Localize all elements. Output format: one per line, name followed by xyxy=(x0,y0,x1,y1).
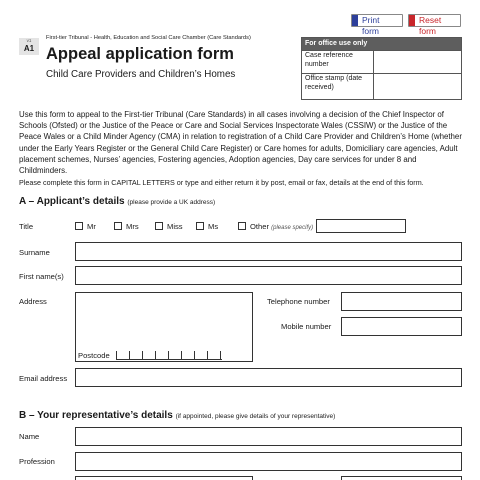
form-version: v1 xyxy=(26,38,32,43)
form-code: A1 xyxy=(23,44,35,53)
title-miss-label: Miss xyxy=(167,222,183,231)
section-b-heading xyxy=(19,410,335,421)
office-row-stamp xyxy=(302,73,461,99)
first-names-label: First name(s) xyxy=(19,272,64,281)
instructions: Please complete this form in CAPITAL LETTERS or type and either return it by post, email or fax, details at the end of this form. xyxy=(19,178,424,187)
title-mrs-checkbox[interactable] xyxy=(114,222,122,230)
rep-address-input[interactable] xyxy=(75,476,253,480)
email-input[interactable] xyxy=(75,368,462,387)
reset-flag-icon xyxy=(409,15,415,26)
postcode-cell-divider xyxy=(220,351,221,359)
reset-form-button[interactable] xyxy=(408,14,461,36)
postcode-cell-divider xyxy=(155,351,156,359)
page-title: Appeal application form xyxy=(46,45,234,63)
section-a-title: A – Applicant’s details xyxy=(19,196,125,207)
office-stamp-label: Office stamp (date received) xyxy=(302,74,374,99)
title-miss-checkbox[interactable] xyxy=(155,222,163,230)
title-other-input[interactable] xyxy=(316,219,406,233)
section-b-note: (if appointed, please give details of your representative) xyxy=(175,413,336,420)
postcode-cell-divider xyxy=(168,351,169,359)
page-subtitle: Child Care Providers and Children’s Homes xyxy=(46,69,236,80)
title-mr-checkbox[interactable] xyxy=(75,222,83,230)
telephone-label: Telephone number xyxy=(267,297,330,306)
surname-label: Surname xyxy=(19,248,50,257)
rep-telephone-input[interactable] xyxy=(341,476,462,480)
case-reference-label: Case reference number xyxy=(302,51,374,73)
section-a-heading xyxy=(19,196,215,207)
postcode-cell-divider xyxy=(181,351,182,359)
title-mrs-label: Mrs xyxy=(126,222,139,231)
postcode-label: Postcode xyxy=(78,351,110,360)
mobile-label: Mobile number xyxy=(281,322,332,331)
address-label: Address xyxy=(19,297,47,306)
title-other-note: (please specify) xyxy=(271,225,314,231)
title-label: Title xyxy=(19,222,34,231)
rep-profession-label: Profession xyxy=(19,457,55,466)
office-row-case-ref xyxy=(302,50,461,73)
section-b-title: B – Your representative’s details xyxy=(19,410,173,421)
reset-form-label: Reset form xyxy=(419,15,442,36)
postcode-input[interactable] xyxy=(116,352,222,360)
tribunal-name: First-tier Tribunal - Health, Education and Social Care Chamber (Care Standards) xyxy=(46,35,251,41)
office-use-heading: For office use only xyxy=(302,38,461,50)
section-a-note: (please provide a UK address) xyxy=(127,199,216,206)
print-flag-icon xyxy=(352,15,358,26)
form-code-badge xyxy=(19,38,39,55)
postcode-cell-divider xyxy=(116,351,117,359)
postcode-cell-divider xyxy=(194,351,195,359)
print-form-label: Print form xyxy=(362,15,380,36)
surname-input[interactable] xyxy=(75,242,462,261)
title-other-checkbox[interactable] xyxy=(238,222,246,230)
rep-name-label: Name xyxy=(19,432,40,441)
title-ms-checkbox[interactable] xyxy=(196,222,204,230)
title-other-label xyxy=(250,222,313,231)
case-reference-field[interactable] xyxy=(374,51,461,73)
postcode-cell-divider xyxy=(142,351,143,359)
mobile-input[interactable] xyxy=(341,317,462,336)
rep-profession-input[interactable] xyxy=(75,452,462,471)
title-ms-label: Ms xyxy=(208,222,219,231)
telephone-input[interactable] xyxy=(341,292,462,311)
office-use-table xyxy=(301,37,462,100)
postcode-cell-divider xyxy=(207,351,208,359)
first-names-input[interactable] xyxy=(75,266,462,285)
office-stamp-field[interactable] xyxy=(374,74,461,99)
intro-paragraph: Use this form to appeal to the First-tier Tribunal (Care Standards) in all cases involving a decision of the Chief Inspector of Schools (Ofsted) or the Justice of the Peace or Care and Social Services Inspectorate Wales (CSSIW) or the Justice of the Peace Wales or a Child Minder Agency (CMA) in relation to registration of a Child Care Provider and Children’s Home (whether under the Early Years Register or the General Child Care Register) or Care homes for adults, Domiciliary care agencies, Adult placement schemes, Nurses’ agencies, Fostering agencies, Adoption agencies, Day care services for under 8 and Childminders. xyxy=(19,110,462,176)
postcode-cell-divider xyxy=(129,351,130,359)
print-form-button[interactable] xyxy=(351,14,403,36)
email-label: Email address xyxy=(19,374,68,383)
title-other-text: Other xyxy=(250,222,269,231)
rep-name-input[interactable] xyxy=(75,427,462,446)
title-mr-label: Mr xyxy=(87,222,96,231)
